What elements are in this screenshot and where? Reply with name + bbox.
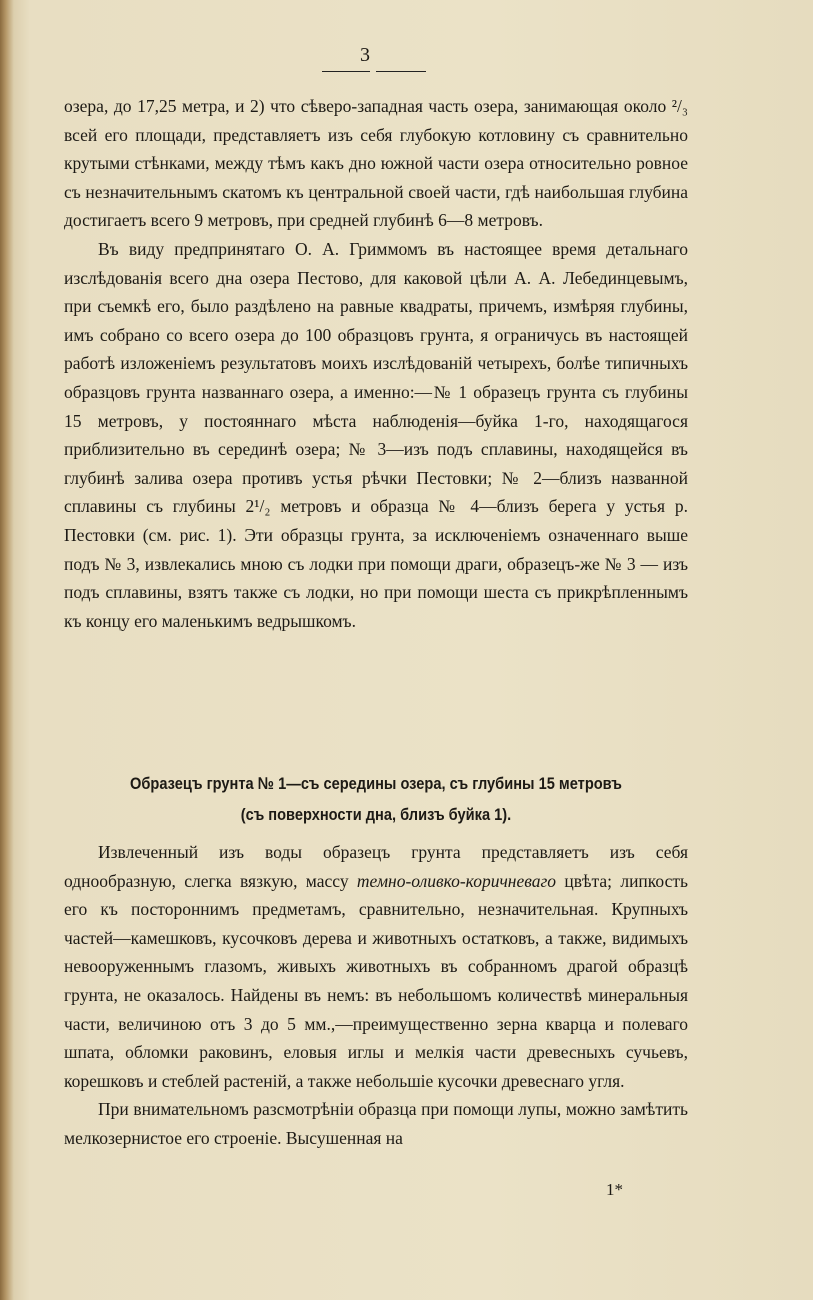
paragraph-magnifier: При внимательномъ разсмотрѣніи образца при помощи лупы, можно замѣтить мелкозернистое его строеніе. Высушенная на <box>64 1099 688 1148</box>
printer-signature-mark: 1* <box>606 1180 623 1199</box>
section-heading-line-1: Образецъ грунта № 1—съ середины озера, съ глубины 15 метровъ <box>130 774 622 793</box>
paragraph-continuation: озера, до 17,25 метра, и 2) что сѣверо-западная часть озера, занимающая около ²/₃ всей его площади, представляетъ изъ себя глубокую котловину съ сравнительно крутыми стѣнками, между тѣмъ какъ дно южной части озера относительно ровное съ незначительнымъ скатомъ къ центральной своей части, гдѣ наибольшая глубина достигаетъ всего 9 метровъ, при средней глубинѣ 6—8 метровъ. <box>64 96 688 231</box>
header-rule-left <box>322 71 370 72</box>
sample-text-rest: цвѣта; липкость его къ постороннимъ предметамъ, сравнительно, незначительная. Крупныхъ частей—камешковъ, кусочковъ дерева и животныхъ остатковъ, а также, видимыхъ невооруженнымъ глазомъ, живыхъ животныхъ въ собранномъ драгой образцѣ грунта, не оказалось. Найдены въ немъ: въ небольшомъ количествѣ минеральныя части, величиною отъ 3 до 5 мм.,—преимущественно зерна кварца и полеваго шпата, обломки раковинъ, еловыя иглы и мелкія части древесныхъ сучьевъ, корешковъ и стеблей растеній, а также небольшіе кусочки древеснаго угля. <box>64 870 688 1091</box>
sample-color-italic: темно-оливко-коричневаго <box>356 870 557 891</box>
paragraph-sample-description <box>64 838 688 1095</box>
section-heading <box>108 768 645 830</box>
page-number: 3 <box>360 44 370 66</box>
header-rule-right <box>376 71 426 72</box>
section-heading-line-2: (съ поверхности дна, близъ буйка 1). <box>240 805 512 824</box>
sample-text-start: Извлеченный изъ воды образецъ грунта представляетъ изъ себя однообразную, слегка вязкую, массу <box>64 842 688 891</box>
main-text <box>64 92 688 635</box>
paragraph-research-plan: Въ виду предпринятаго О. А. Гриммомъ въ настоящее время детальнаго изслѣдованія всего дна озера Пестово, для каковой цѣли А. А. Лебединцевымъ, при съемкѣ его, было раздѣлено на равные квадраты, причемъ, измѣряя глубины, имъ собрано со всего озера до 100 образцовъ грунта, я ограничусь въ настоящей работѣ изложеніемъ результатовъ моихъ изслѣдованій четырехъ, болѣе типичныхъ образцовъ грунта названнаго озера, а именно:—№ 1 образецъ грунта съ глубины 15 метровъ, у постояннаго мѣста наблюденія—буйка 1-го, находящагося приблизительно въ серединѣ озера; № 3—изъ подъ сплавины, находящейся въ глубинѣ залива озера противъ устья рѣчки Пестовки; № 2—близъ названной сплавины съ глубины 2¹/₂ метровъ и образца № 4—близъ берега у устья р. Пестовки (см. рис. 1). Эти образцы грунта, за исключеніемъ означеннаго выше подъ № 3, извлекались мною съ лодки при помощи драги, образецъ-же № 3 — изъ подъ сплавины, взятъ также съ лодки, но при помощи шеста съ прикрѣпленнымъ къ концу его маленькимъ ведрышкомъ. <box>64 238 688 631</box>
section-text <box>64 838 688 1153</box>
